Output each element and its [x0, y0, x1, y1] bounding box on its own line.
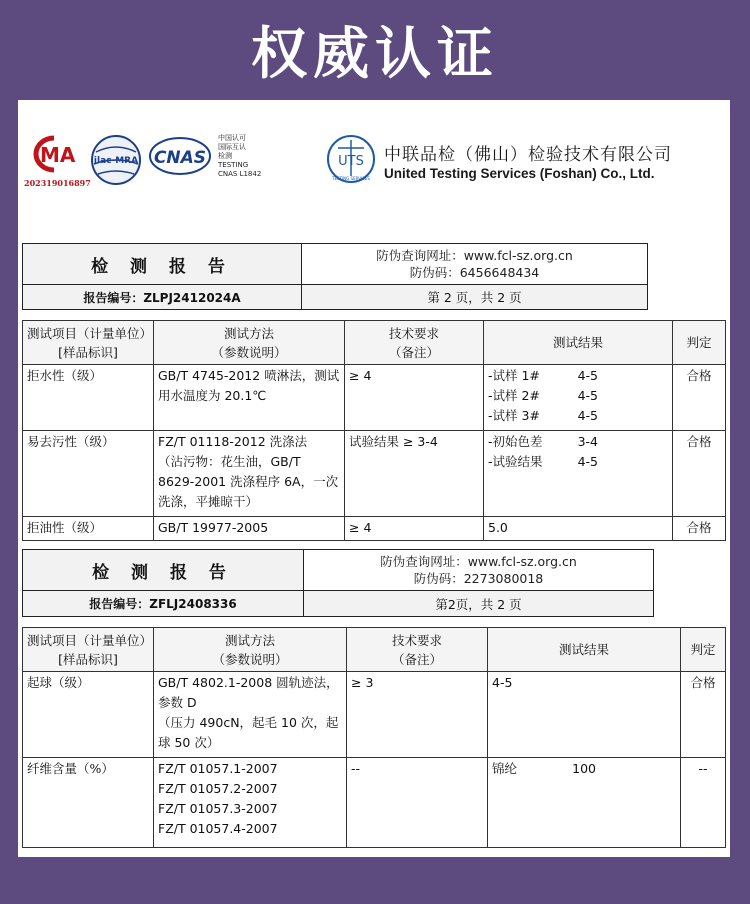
bottom-band: [0, 857, 750, 904]
svg-text:MA: MA: [40, 143, 76, 167]
svg-text:TESTING SERVICES: TESTING SERVICES: [332, 176, 370, 181]
svg-text:UTS: UTS: [338, 154, 364, 169]
table-row: 拒油性（级） GB/T 19977-2005 ≥ 4 5.0 合格: [23, 517, 726, 541]
company-name-cn: 中联品检（佛山）检验技术有限公司: [384, 145, 672, 165]
banner: [0, 0, 750, 100]
table-row: 易去污性（级） FZ/T 01118-2012 洗涤法 （沾污物：花生油，GB/T 8629-2001 洗涤程序 6A，一次 洗涤，平摊晾干） 试验结果 ≥ 3-4 -初始色差 3-4 -试验结果 4-5 合格: [23, 431, 726, 517]
report-title: 检 测 报 告: [23, 550, 304, 591]
report-title: 检 测 报 告: [23, 244, 302, 285]
header-item: 测试项目（计量单位） [样品标识]: [23, 321, 154, 365]
report-number: 报告编号：ZFLJ2408336: [23, 591, 304, 617]
header-item: 测试项目（计量单位） [样品标识]: [23, 628, 154, 672]
header-requirement: 技术要求 （备注）: [345, 321, 484, 365]
cma-logo-icon: [24, 134, 84, 174]
header-result: 测试结果: [488, 628, 681, 672]
report-sheet: [18, 100, 730, 857]
table-row: 拒水性（级） GB/T 4745-2012 喷淋法，测试 用水温度为 20.1℃ ≥ 4 -试样 1# 4-5 -试样 2# 4-5 -试样 3# 4-5 合格: [23, 365, 726, 431]
header-result: 测试结果: [484, 321, 673, 365]
table-row: 起球（级） GB/T 4802.1-2008 圆轨迹法， 参数 D （压力 490cN，起毛 10 次，起 球 50 次） ≥ 3 4-5 合格: [23, 672, 726, 758]
cnas-description: 中国认可 国际互认 检测 TESTING CNAS L1842: [218, 134, 262, 178]
report-header-2: [22, 549, 654, 617]
svg-text:ilac-MRA: ilac-MRA: [93, 156, 139, 166]
report-header-1: [22, 243, 648, 310]
table-row: 纤维含量（%） FZ/T 01057.1-2007 FZ/T 01057.2-2007 FZ/T 01057.3-2007 FZ/T 01057.4-2007 -- 锦纶 100 --: [23, 758, 726, 848]
header-method: 测试方法 （参数说明）: [154, 321, 345, 365]
header-method: 测试方法 （参数说明）: [154, 628, 347, 672]
svg-text:CNAS: CNAS: [153, 148, 207, 168]
banner-title: 权威认证: [251, 22, 499, 87]
page-indicator: 第2页，共 2 页: [304, 591, 654, 617]
ilac-mra-logo-icon: [90, 134, 142, 186]
report-table-2: [22, 627, 726, 848]
anti-fake-info: 防伪查询网址：www.fcl-sz.org.cn 防伪码：6456648434: [302, 244, 648, 285]
header-judge: 判定: [681, 628, 726, 672]
cma-number: 202319016897: [24, 178, 91, 188]
header-requirement: 技术要求 （备注）: [347, 628, 488, 672]
page-indicator: 第 2 页，共 2 页: [302, 285, 648, 310]
cnas-logo-icon: [148, 136, 212, 176]
anti-fake-info: 防伪查询网址：www.fcl-sz.org.cn 防伪码：2273080018: [304, 550, 654, 591]
report-number: 报告编号：ZLPJ2412024A: [23, 285, 302, 310]
company-name-en: United Testing Services (Foshan) Co., Ltd.: [384, 166, 655, 181]
accreditation-logos: [24, 130, 324, 190]
header-judge: 判定: [673, 321, 726, 365]
report-table-1: [22, 320, 726, 541]
uts-logo-icon: [326, 132, 376, 186]
